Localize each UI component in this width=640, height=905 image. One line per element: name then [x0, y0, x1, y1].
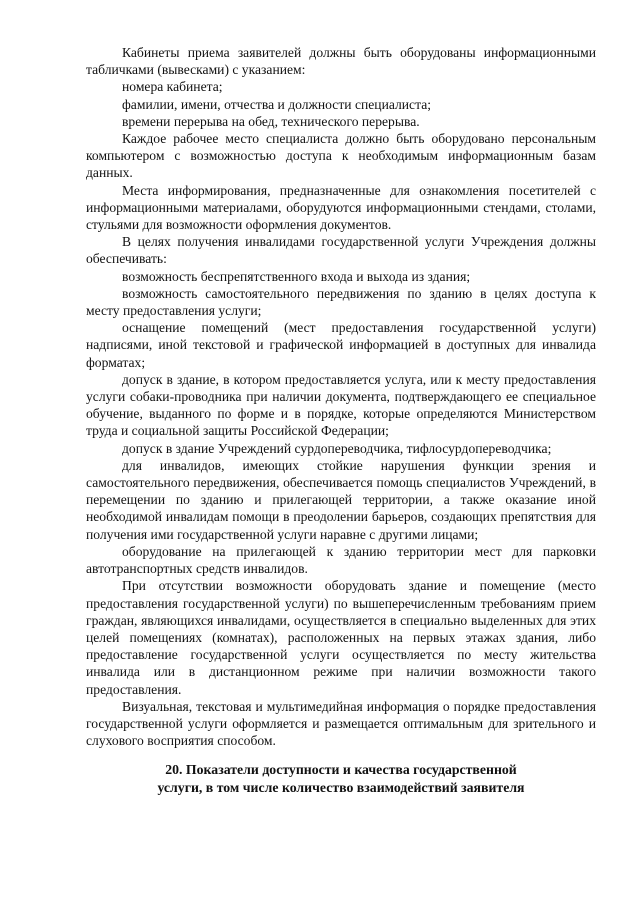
section-heading-line-1: 20. Показатели доступности и качества государственной: [165, 762, 517, 778]
list-item-break-time: времени перерыва на обед, технического перерыва.: [122, 113, 420, 129]
list-item-cabinet-number: номера кабинета;: [122, 79, 223, 95]
list-item-movement: возможность самостоятельного передвижения по зданию в целях доступа к месту предоставления услуги;: [86, 285, 596, 319]
paragraph-cabinets: Кабинеты приема заявителей должны быть оборудованы информационными табличками (вывесками) с указанием:: [86, 45, 596, 78]
paragraph-info-places: Места информирования, предназначенные для ознакомления посетителей с информационными материалами, оборудуются информационными стендами, столами, стульями для возможности оформления документов.: [86, 182, 596, 233]
paragraph-workplace: Каждое рабочее место специалиста должно быть оборудовано персональным компьютером с возможностью доступа к необходимым информационным базам данных.: [86, 131, 596, 181]
list-item-interpreter: допуск в здание Учреждений сурдопереводчика, тифлосурдопереводчика;: [122, 440, 552, 456]
section-spacer: [86, 749, 596, 761]
list-item-entrance: возможность беспрепятственного входа и выхода из здания;: [122, 268, 471, 284]
paragraph-multimedia-info: Визуальная, текстовая и мультимедийная информация о порядке предоставления государственной услуги оформляется и размещается оптимальным для зрительного и слухового восприятия способом.: [86, 698, 596, 749]
section-heading-line-2: услуги, в том числе количество взаимодействий заявителя: [157, 779, 525, 795]
list-item-guide-dog: допуск в здание, в котором предоставляется услуга, или к месту предоставления услуги собаки-проводника при наличии документа, подтверждающего ее специальное обучение, выданного по форме и в порядке, которые определяются Министерством труда и социальной защиты Российской Федерации;: [86, 371, 596, 439]
paragraph-disabled-access-intro: В целях получения инвалидами государственной услуги Учреждения должны обеспечивать:: [86, 234, 596, 267]
list-item-signage: оснащение помещений (мест предоставления государственной услуги) надписями, иной текстовой и графической информацией в доступных для инвалида форматах;: [86, 320, 596, 370]
list-item-specialist-name: фамилии, имени, отчества и должности специалиста;: [122, 96, 432, 112]
list-item-parking: оборудование на прилегающей к зданию территории мест для парковки автотранспортных средств инвалидов.: [86, 543, 596, 577]
list-item-assistance: для инвалидов, имеющих стойкие нарушения функции зрения и самостоятельного передвижения, обеспечивается помощь специалистов Учреждений, в перемещении по зданию и прилегающей территории, а также оказание иной необходимой инвалидам помощи в преодолении барьеров, создающих препятствия для получения ими государственной услуги наравне с другими лицами;: [86, 457, 596, 542]
document-page: [86, 44, 596, 796]
paragraph-alternative-service: При отсутствии возможности оборудовать здание и помещение (место предоставления государственной услуги) по вышеперечисленным требованиям прием граждан, являющихся инвалидами, осуществляется в специально выделенных для этих целей помещениях (комнатах), расположенных на первых этажах здания, либо предоставление государственной услуги осуществляется по месту жительства инвалида или в дистанционном режиме при наличии возможности такого предоставления.: [86, 578, 596, 697]
